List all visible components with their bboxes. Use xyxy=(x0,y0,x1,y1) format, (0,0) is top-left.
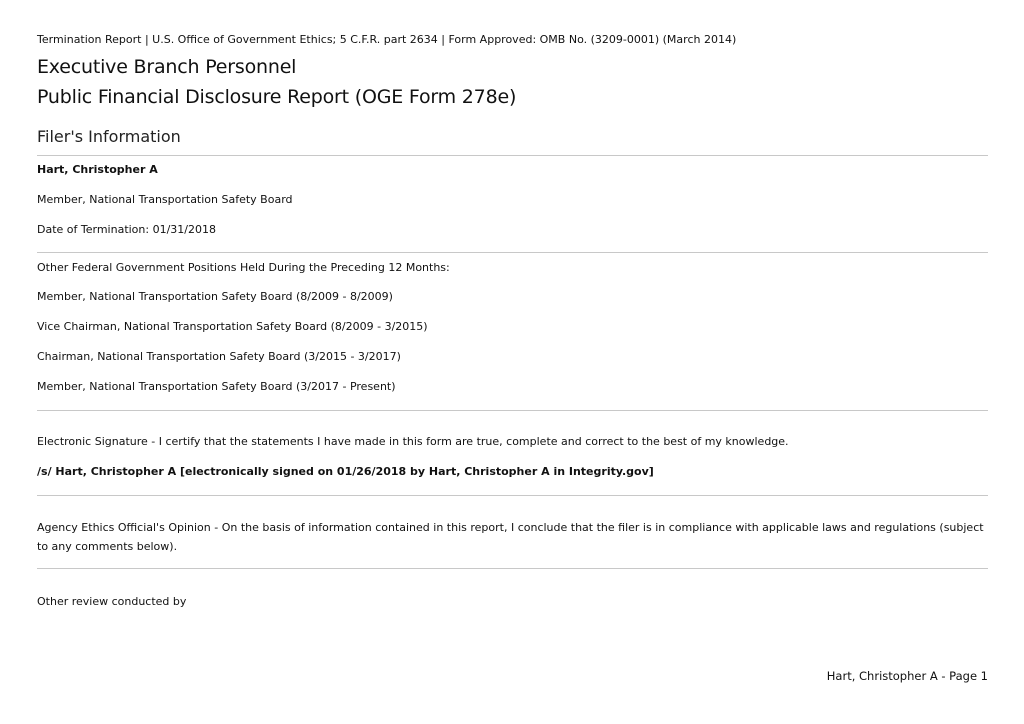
electronic-signature-line: /s/ Hart, Christopher A [electronically signed on 01/26/2018 by Hart, Christopher A in Integrity.gov] xyxy=(37,465,654,478)
report-title-line-1: Executive Branch Personnel xyxy=(37,56,297,78)
other-position-item: Vice Chairman, National Transportation Safety Board (8/2009 - 3/2015) xyxy=(37,320,428,333)
other-positions-heading: Other Federal Government Positions Held During the Preceding 12 Months: xyxy=(37,261,450,274)
other-position-item: Member, National Transportation Safety Board (3/2017 - Present) xyxy=(37,380,396,393)
divider xyxy=(37,410,988,411)
page-footer: Hart, Christopher A - Page 1 xyxy=(826,669,988,683)
form-header-line: Termination Report | U.S. Office of Government Ethics; 5 C.F.R. part 2634 | Form Approved: OMB No. (3209-0001) (March 2014) xyxy=(37,33,737,46)
report-title-line-2: Public Financial Disclosure Report (OGE Form 278e) xyxy=(37,86,517,108)
filer-name: Hart, Christopher A xyxy=(37,163,158,176)
divider xyxy=(37,252,988,253)
termination-date: Date of Termination: 01/31/2018 xyxy=(37,223,216,236)
filer-position: Member, National Transportation Safety Board xyxy=(37,193,293,206)
electronic-signature-certification: Electronic Signature - I certify that the statements I have made in this form are true, complete and correct to the best of my knowledge. xyxy=(37,435,789,448)
divider xyxy=(37,155,988,156)
filer-information-heading: Filer's Information xyxy=(37,127,181,146)
divider xyxy=(37,568,988,569)
other-position-item: Member, National Transportation Safety Board (8/2009 - 8/2009) xyxy=(37,290,393,303)
other-review-label: Other review conducted by xyxy=(37,595,187,608)
other-position-item: Chairman, National Transportation Safety Board (3/2015 - 3/2017) xyxy=(37,350,401,363)
report-page xyxy=(37,0,988,724)
ethics-official-opinion: Agency Ethics Official's Opinion - On the basis of information contained in this report, I conclude that the filer is in compliance with applicable laws and regulations (subject to any comments below). xyxy=(37,521,984,553)
divider xyxy=(37,495,988,496)
